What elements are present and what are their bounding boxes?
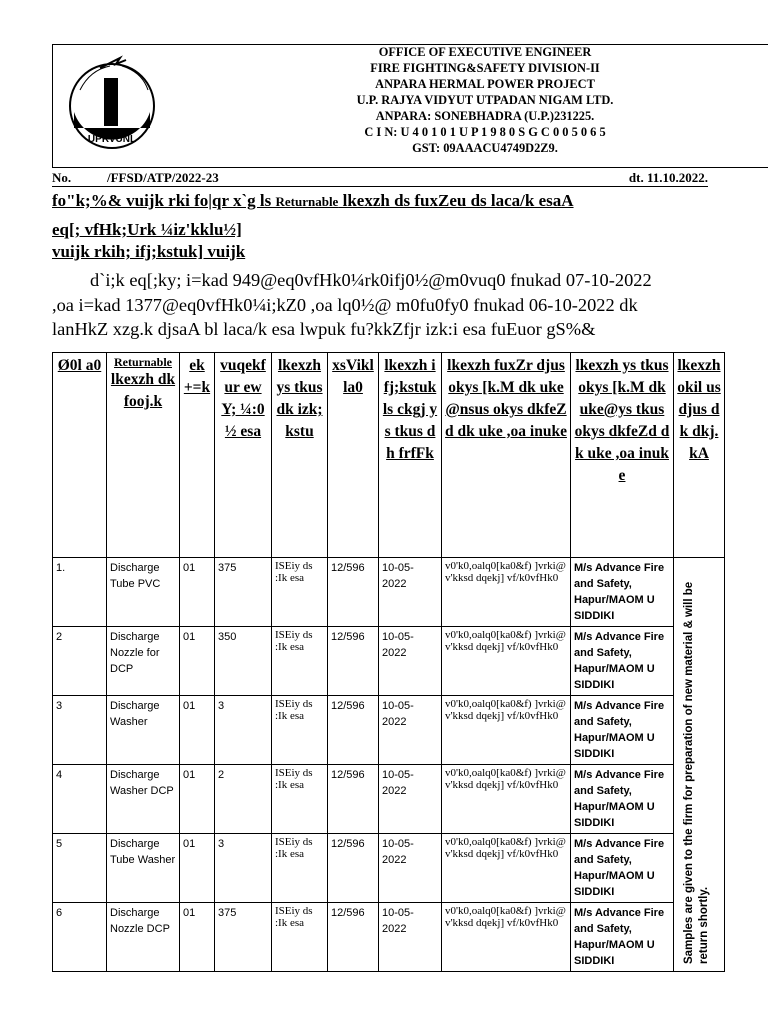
cell-quantity: 01: [180, 834, 215, 903]
cell-value: 2: [215, 765, 272, 834]
cell-sno: 1.: [53, 558, 107, 627]
cell-date: 10-05-2022: [379, 558, 442, 627]
cell-value: 3: [215, 696, 272, 765]
cell-value: 375: [215, 558, 272, 627]
uprvunl-logo: [60, 50, 170, 162]
cell-purpose: ISEiy ds :Ik esa: [272, 834, 328, 903]
cell-quantity: 01: [180, 696, 215, 765]
ref-no-label: No.: [52, 170, 72, 185]
table-row: [53, 765, 725, 834]
cell-issuer: v0'k0,oalq0[ka0&f) ]vrki@ v'kksd dqekj] vf/k0vfHk0: [442, 765, 571, 834]
address-line-2: vuijk rkih; ifj;kstuk] vuijk: [52, 242, 246, 261]
table-row: [53, 696, 725, 765]
cell-date: 10-05-2022: [379, 627, 442, 696]
cell-description: Discharge Nozzle for DCP: [107, 627, 180, 696]
cell-date: 10-05-2022: [379, 696, 442, 765]
cell-gatepass: 12/596: [328, 696, 379, 765]
cell-receiver: M/s Advance Fire and Safety, Hapur/MAOM U SIDDIKI: [571, 765, 674, 834]
header-purpose: lkexzh ys tkus dk izk;kstu: [272, 353, 328, 558]
cell-purpose: ISEiy ds :Ik esa: [272, 765, 328, 834]
subject-line: [52, 190, 752, 213]
cell-purpose: ISEiy ds :Ik esa: [272, 903, 328, 972]
header-value: vuqekfur ewY; ¼:0½ esa: [215, 353, 272, 558]
ref-date: dt. 11.10.2022.: [628, 170, 708, 185]
cell-description: Discharge Tube Washer: [107, 834, 180, 903]
cell-quantity: 01: [180, 903, 215, 972]
cell-date: 10-05-2022: [379, 834, 442, 903]
items-table: [52, 352, 725, 972]
address-line-1: eq[; vfHk;Urk ¼iz'kklu½]: [52, 220, 242, 239]
cell-quantity: 01: [180, 765, 215, 834]
body-paragraph: [52, 268, 764, 342]
table-header-row: [53, 353, 725, 558]
table-row: [53, 834, 725, 903]
cell-issuer: v0'k0,oalq0[ka0&f) ]vrki@ v'kksd dqekj] vf/k0vfHk0: [442, 903, 571, 972]
header-date: lkexzh ifj;kstuk ls ckgj ys tkus dh frfFk: [379, 353, 442, 558]
cell-gatepass: 12/596: [328, 903, 379, 972]
cell-date: 10-05-2022: [379, 903, 442, 972]
cell-receiver: M/s Advance Fire and Safety, Hapur/MAOM U SIDDIKI: [571, 558, 674, 627]
subject-part: fo"k;%& vuijk rki fo|qr x`g ls: [52, 191, 276, 210]
office-line: U.P. RAJYA VIDYUT UTPADAN NIGAM LTD.: [356, 93, 614, 107]
cell-date: 10-05-2022: [379, 765, 442, 834]
cell-quantity: 01: [180, 558, 215, 627]
cell-description: Discharge Washer: [107, 696, 180, 765]
cell-sno: 4: [53, 765, 107, 834]
header-gatepass: xsVikl la0: [328, 353, 379, 558]
subject-part: lkexzh ds fuxZeu ds laca/k esaA: [338, 191, 574, 210]
ref-no-value: /FFSD/ATP/2022-23: [107, 170, 219, 185]
cell-receiver: M/s Advance Fire and Safety, Hapur/MAOM U SIDDIKI: [571, 627, 674, 696]
office-line: ANPARA HERMAL POWER PROJECT: [375, 77, 595, 91]
cell-receiver: M/s Advance Fire and Safety, Hapur/MAOM U SIDDIKI: [571, 696, 674, 765]
cell-issuer: v0'k0,oalq0[ka0&f) ]vrki@ v'kksd dqekj] vf/k0vfHk0: [442, 834, 571, 903]
cell-description: Discharge Nozzle DCP: [107, 903, 180, 972]
office-line: GST: 09AAACU4749D2Z9.: [412, 141, 558, 155]
cell-purpose: ISEiy ds :Ik esa: [272, 627, 328, 696]
cell-sno: 6: [53, 903, 107, 972]
cell-description: Discharge Washer DCP: [107, 765, 180, 834]
remark-text: Samples are given to the firm for preparation of new material & will be return shortly.: [683, 581, 710, 964]
cell-quantity: 01: [180, 627, 215, 696]
cell-issuer: v0'k0,oalq0[ka0&f) ]vrki@ v'kksd dqekj] vf/k0vfHk0: [442, 696, 571, 765]
cell-gatepass: 12/596: [328, 765, 379, 834]
office-line: FIRE FIGHTING&SAFETY DIVISION-II: [370, 61, 600, 75]
header-returnable: Returnable: [114, 355, 172, 369]
header-receiver: lkexzh ys tkus okys [k.M dk uke@ys tkus okys dkfeZd dk uke ,oa inuke: [571, 353, 674, 558]
header-description: [107, 353, 180, 558]
office-line: ANPARA: SONEBHADRA (U.P.)231225.: [375, 109, 595, 123]
cell-issuer: v0'k0,oalq0[ka0&f) ]vrki@ v'kksd dqekj] vf/k0vfHk0: [442, 558, 571, 627]
cell-purpose: ISEiy ds :Ik esa: [272, 558, 328, 627]
cell-sno: 2: [53, 627, 107, 696]
header-description-text: lkexzh dk fooj.k: [110, 371, 176, 410]
cell-description: Discharge Tube PVC: [107, 558, 180, 627]
body-line: ,oa i=kad 1377@eq0vfHk0¼i;kZ0 ,oa lq0½@ m0fu0fy0 fnukad 06-10-2022 dk: [52, 294, 638, 315]
cell-sno: 5: [53, 834, 107, 903]
table-row: [53, 627, 725, 696]
header-sno: Ø0l a0: [53, 353, 107, 558]
office-line: C I N: U 4 0 1 0 1 U P 1 9 8 0 S G C 0 0 5 0 6 5: [364, 125, 606, 139]
subject-returnable: Returnable: [275, 194, 339, 209]
cell-gatepass: 12/596: [328, 834, 379, 903]
reference-row: [52, 170, 708, 187]
cell-value: 375: [215, 903, 272, 972]
cell-gatepass: 12/596: [328, 627, 379, 696]
cell-value: 350: [215, 627, 272, 696]
cell-receiver: M/s Advance Fire and Safety, Hapur/MAOM U SIDDIKI: [571, 834, 674, 903]
cell-purpose: ISEiy ds :Ik esa: [272, 696, 328, 765]
cell-gatepass: 12/596: [328, 558, 379, 627]
office-address: [245, 44, 725, 156]
body-line: d`i;k eq[;ky; i=kad 949@eq0vfHk0¼rk0ifj0½@m0vuq0 fnukad 07-10-2022: [90, 270, 652, 290]
cell-receiver: M/s Advance Fire and Safety, Hapur/MAOM U SIDDIKI: [571, 903, 674, 972]
body-line: lanHkZ xzg.k djsaA bl laca/k esa lwpuk fu?kkZfjr izk:i esa fuEuor gS%&: [52, 319, 596, 339]
office-line: OFFICE OF EXECUTIVE ENGINEER: [378, 45, 592, 59]
header-issuer: lkexzh fuxZr djus okys [k.M dk uke@nsus okys dkfeZd dk uke ,oa inuke: [442, 353, 571, 558]
header-reason: lkexzh okil us djus dk dkj.kA: [674, 353, 725, 558]
table-row: [53, 558, 725, 627]
cell-value: 3: [215, 834, 272, 903]
cell-reason: [674, 558, 725, 972]
table-row: [53, 903, 725, 972]
logo-text: UPRVUNL: [87, 134, 137, 145]
header-quantity: ek +=k: [180, 353, 215, 558]
cell-issuer: v0'k0,oalq0[ka0&f) ]vrki@ v'kksd dqekj] vf/k0vfHk0: [442, 627, 571, 696]
cell-sno: 3: [53, 696, 107, 765]
